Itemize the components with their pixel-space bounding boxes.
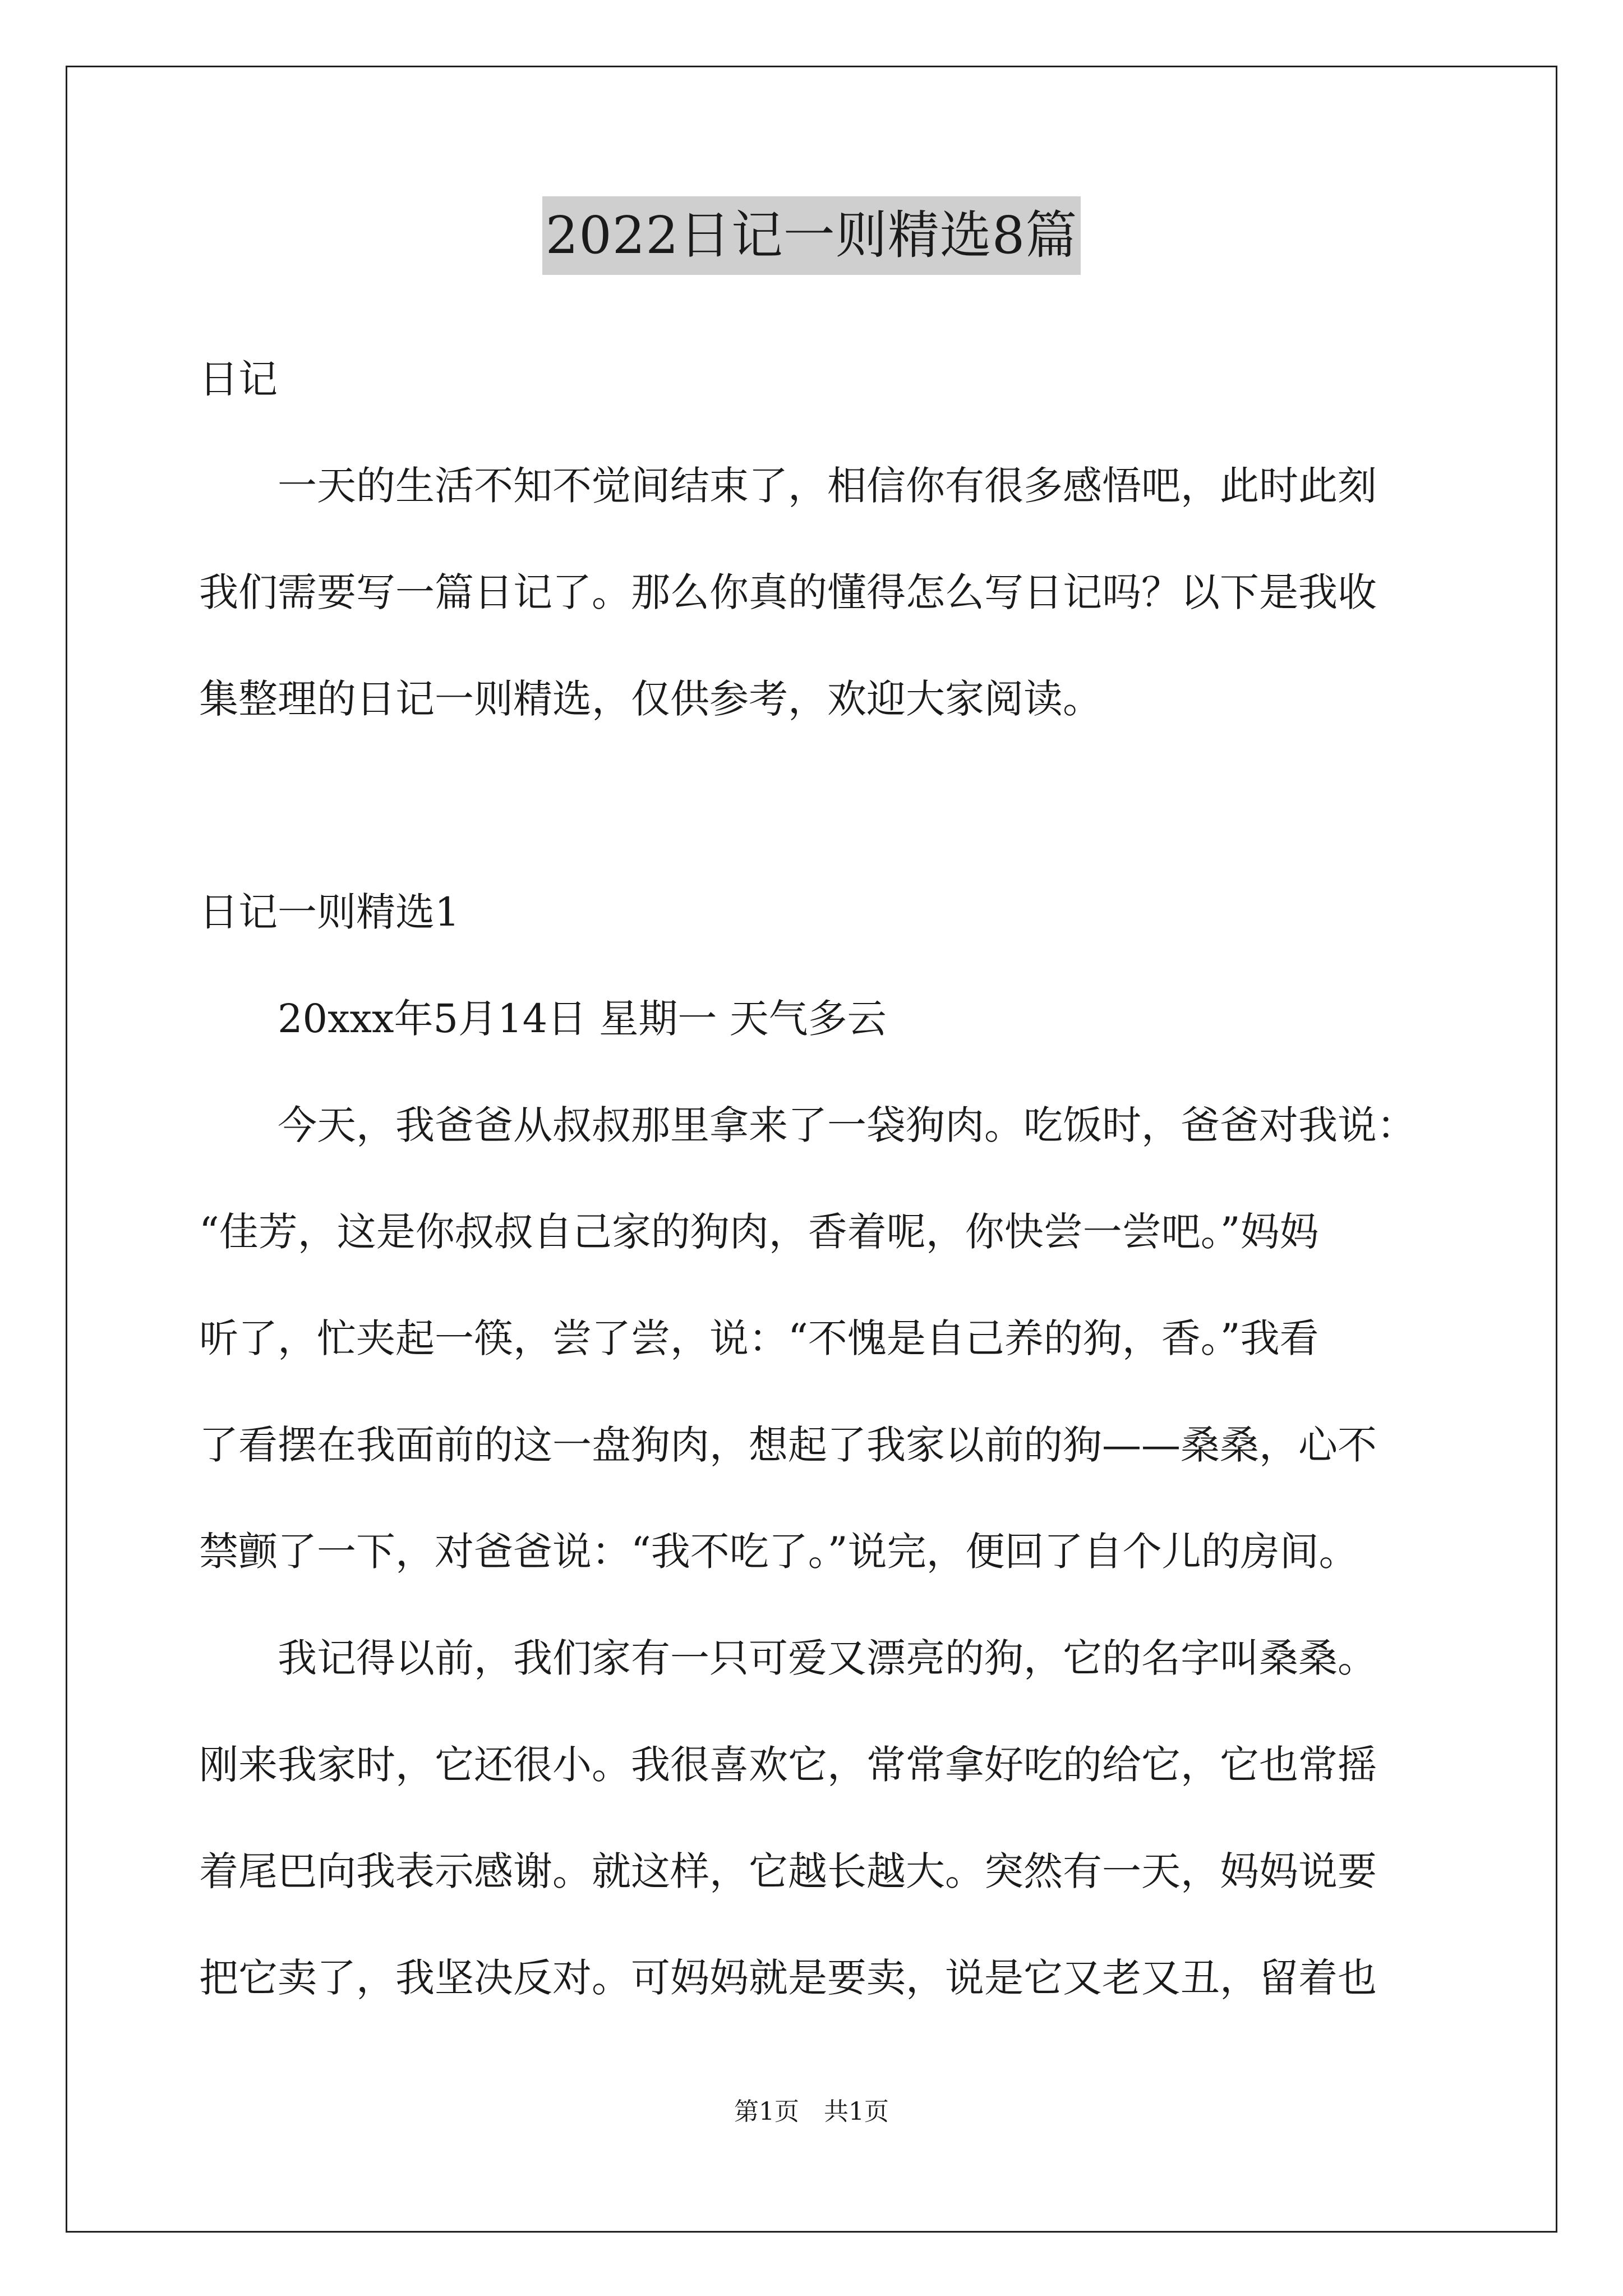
date-weather-line: 20xxx年5月14日 星期一 天气多云 [278, 996, 887, 1042]
page-number: 第1页 共1页 [734, 2097, 889, 2126]
title-container [0, 196, 1623, 275]
paragraph-line: 了看摆在我面前的这一盘狗肉，想起了我家以前的狗——桑桑，心不 [199, 1422, 1377, 1468]
section-heading: 日记一则精选1 [199, 889, 460, 935]
category-heading: 日记 [199, 356, 278, 402]
paragraph-line: 听了，忙夹起一筷，尝了尝，说：“不愧是自己养的狗，香。”我看 [199, 1315, 1319, 1361]
paragraph-line: 我记得以前，我们家有一只可爱又漂亮的狗，它的名字叫桑桑。 [278, 1635, 1377, 1681]
intro-line: 我们需要写一篇日记了。那么你真的懂得怎么写日记吗？以下是我收 [199, 569, 1377, 615]
document-title: 2022日记一则精选8篇 [542, 196, 1081, 275]
paragraph-line: 着尾巴向我表示感谢。就这样，它越长越大。突然有一天，妈妈说要 [199, 1848, 1377, 1894]
paragraph-line: 刚来我家时，它还很小。我很喜欢它，常常拿好吃的给它，它也常摇 [199, 1742, 1377, 1788]
intro-line: 一天的生活不知不觉间结束了，相信你有很多感悟吧，此时此刻 [278, 463, 1377, 509]
paragraph-line: 禁颤了一下，对爸爸说：“我不吃了。”说完，便回了自个儿的房间。 [199, 1529, 1358, 1575]
intro-line: 集整理的日记一则精选，仅供参考，欢迎大家阅读。 [199, 676, 1102, 722]
paragraph-line: 把它卖了，我坚决反对。可妈妈就是要卖，说是它又老又丑，留着也 [199, 1955, 1377, 2001]
paragraph-line: 今天，我爸爸从叔叔那里拿来了一袋狗肉。吃饭时，爸爸对我说： [278, 1102, 1416, 1148]
paragraph-line: “佳芳，这是你叔叔自己家的狗肉，香着呢，你快尝一尝吧。”妈妈 [199, 1209, 1319, 1255]
